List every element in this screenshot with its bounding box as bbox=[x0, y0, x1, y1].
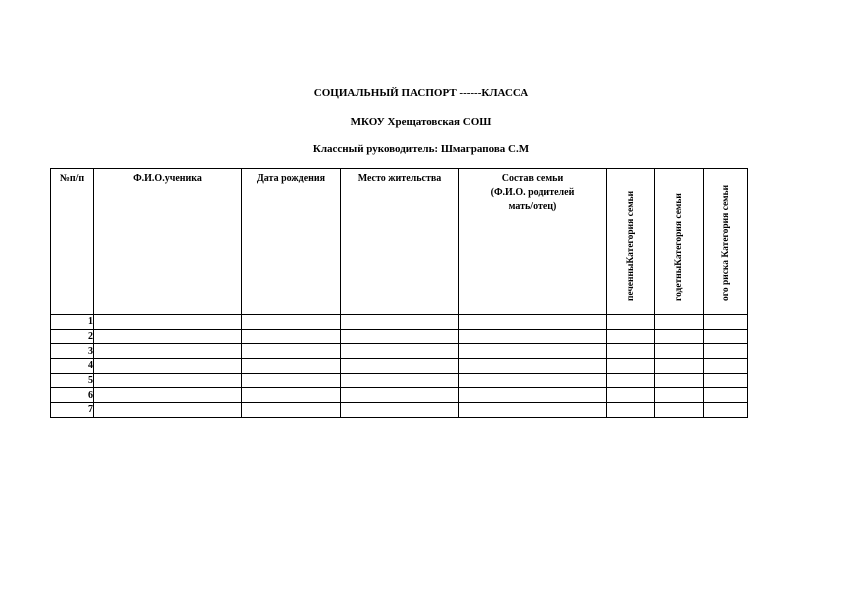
row-number: 6 bbox=[51, 388, 94, 403]
cell bbox=[242, 359, 341, 374]
cell bbox=[459, 359, 607, 374]
class-teacher: Классный руководитель: Шмаграпова С.М bbox=[312, 143, 530, 155]
cell bbox=[459, 388, 607, 403]
header-category-3: ого риска Категория семьи bbox=[704, 169, 748, 315]
header-category-2: годетныКатегория семьи bbox=[655, 169, 704, 315]
row-number: 1 bbox=[51, 315, 94, 330]
cell bbox=[341, 329, 459, 344]
cell bbox=[704, 359, 748, 374]
cell bbox=[704, 315, 748, 330]
cell bbox=[655, 344, 704, 359]
cell bbox=[341, 403, 459, 418]
cell bbox=[94, 315, 242, 330]
cell bbox=[607, 403, 655, 418]
cell bbox=[607, 315, 655, 330]
header-row bbox=[51, 169, 748, 315]
cell bbox=[607, 344, 655, 359]
social-passport-table bbox=[50, 168, 748, 418]
cell bbox=[704, 329, 748, 344]
cell bbox=[459, 373, 607, 388]
cell bbox=[94, 388, 242, 403]
cell bbox=[341, 388, 459, 403]
school-name: МКОУ Хрещатовская СОШ bbox=[350, 116, 492, 128]
cell bbox=[242, 315, 341, 330]
header-family-line1: Состав семьи bbox=[501, 173, 564, 184]
table-row bbox=[51, 315, 748, 330]
table-row bbox=[51, 344, 748, 359]
cell bbox=[704, 344, 748, 359]
cell bbox=[94, 403, 242, 418]
cell bbox=[94, 359, 242, 374]
cell bbox=[655, 329, 704, 344]
cell bbox=[242, 329, 341, 344]
cell bbox=[607, 329, 655, 344]
cell bbox=[341, 359, 459, 374]
cell bbox=[341, 373, 459, 388]
cell bbox=[341, 315, 459, 330]
cell bbox=[242, 373, 341, 388]
row-number: 5 bbox=[51, 373, 94, 388]
row-number: 7 bbox=[51, 403, 94, 418]
table-row bbox=[51, 388, 748, 403]
cell bbox=[704, 373, 748, 388]
header-birth-date: Дата рождения bbox=[242, 169, 341, 315]
cell bbox=[704, 388, 748, 403]
header-family-line2: (Ф.И.О. родителей bbox=[490, 187, 575, 198]
cell bbox=[655, 359, 704, 374]
cell bbox=[94, 329, 242, 344]
cell bbox=[94, 373, 242, 388]
header-category-1: печенныКатегория семьи bbox=[607, 169, 655, 315]
cell bbox=[242, 388, 341, 403]
header-residence: Место жительства bbox=[341, 169, 459, 315]
header-num: №п/п bbox=[51, 169, 94, 315]
header-family-line3: мать/отец) bbox=[508, 201, 557, 212]
table-row bbox=[51, 373, 748, 388]
cell bbox=[341, 344, 459, 359]
cell bbox=[655, 315, 704, 330]
cell bbox=[459, 344, 607, 359]
table-row bbox=[51, 403, 748, 418]
cell bbox=[607, 359, 655, 374]
cell bbox=[655, 373, 704, 388]
cell bbox=[242, 344, 341, 359]
cell bbox=[459, 403, 607, 418]
row-number: 3 bbox=[51, 344, 94, 359]
cell bbox=[607, 388, 655, 403]
page-title: СОЦИАЛЬНЫЙ ПАСПОРТ ------КЛАССА bbox=[313, 87, 529, 99]
table-row bbox=[51, 329, 748, 344]
cell bbox=[94, 344, 242, 359]
cell bbox=[655, 403, 704, 418]
cell bbox=[704, 403, 748, 418]
cell bbox=[242, 403, 341, 418]
cell bbox=[607, 373, 655, 388]
cell bbox=[459, 329, 607, 344]
cell bbox=[655, 388, 704, 403]
table-row bbox=[51, 359, 748, 374]
header-family bbox=[459, 169, 607, 315]
row-number: 2 bbox=[51, 329, 94, 344]
row-number: 4 bbox=[51, 359, 94, 374]
header-name: Ф.И.О.ученика bbox=[94, 169, 242, 315]
cell bbox=[459, 315, 607, 330]
